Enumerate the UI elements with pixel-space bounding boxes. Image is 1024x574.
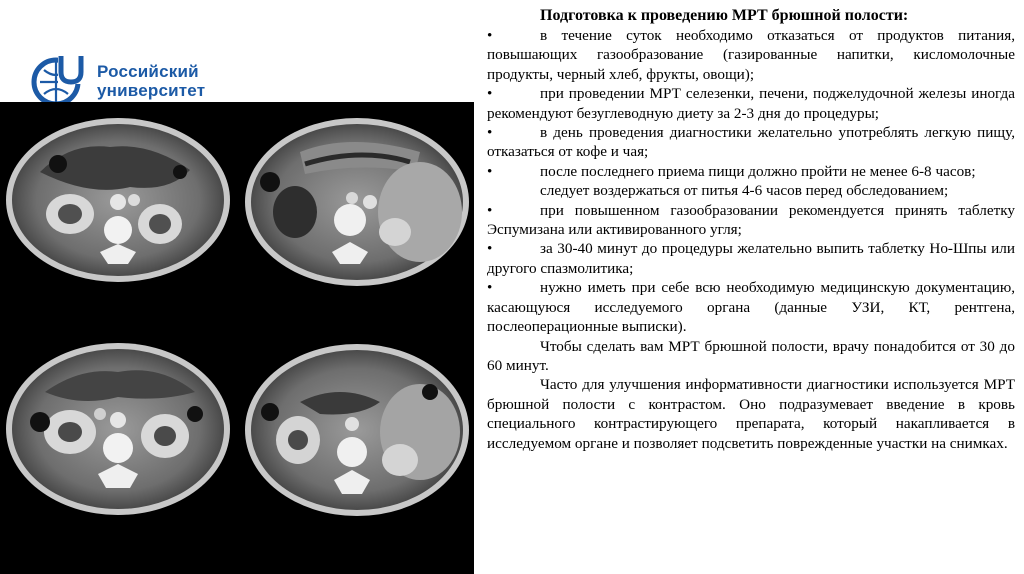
bullet-mark: • bbox=[487, 162, 493, 180]
list-item-text: за 30-40 минут до процедуры желательно выпить таблетку Но-Шпы или другого спазмолитика; bbox=[487, 240, 1015, 277]
list-item-text: нужно иметь при себе всю необходимую медицинскую документацию, касающуюся исследуемого органа (данные УЗИ, КТ, рентгена, послеоперационные выписки). bbox=[487, 279, 1015, 336]
list-item-text: в день проведения диагностики желательно употреблять легкую пищу, отказаться от кофе и чая; bbox=[487, 124, 1015, 161]
bullet-mark: • bbox=[487, 201, 493, 219]
bullet-mark: • bbox=[487, 279, 493, 297]
list-item bbox=[487, 239, 1015, 278]
list-item bbox=[487, 162, 1015, 181]
bullet-mark: • bbox=[487, 240, 493, 258]
list-item bbox=[487, 201, 1015, 240]
list-item-text: при проведении МРТ селезенки, печени, поджелудочной железы иногда рекомендуют безуглеводную диету за 2-3 дня до процедуры; bbox=[487, 85, 1015, 122]
ct-scan-3 bbox=[6, 343, 230, 515]
list-item bbox=[487, 26, 1015, 84]
list-item bbox=[487, 84, 1015, 123]
list-item bbox=[487, 123, 1015, 162]
university-logo bbox=[30, 52, 300, 108]
ct-scan-panel bbox=[0, 102, 474, 574]
preparation-text bbox=[487, 6, 1015, 453]
list-item-text: после последнего приема пищи должно пройти не менее 6-8 часов; bbox=[540, 162, 976, 180]
list-item-text: при повышенном газообразовании рекомендуется принять таблетку Эспумизана или активированного угля; bbox=[487, 201, 1015, 239]
bullet-mark: • bbox=[487, 27, 493, 44]
ct-scan-4 bbox=[245, 344, 469, 516]
contrast-paragraph: Часто для улучшения информативности диагностики используется МРТ брюшной полости с контрастом. Оно подразумевает введение в кровь специального контрастирующего препарата, который накапливается в исследуемом органе и позволяет подсветить поврежденные участки на снимках. bbox=[487, 376, 1015, 452]
university-name-line1: Российский университет bbox=[97, 62, 206, 100]
ct-scan-2 bbox=[245, 118, 469, 286]
bullet-mark: • bbox=[487, 85, 493, 103]
duration-paragraph: Чтобы сделать вам МРТ брюшной полости, врачу понадобится от 30 до 60 минут. bbox=[487, 337, 1015, 374]
indented-line: следует воздержаться от питья 4-6 часов перед обследованием; bbox=[540, 182, 949, 200]
page-title: Подготовка к проведению МРТ брюшной полости: bbox=[540, 7, 909, 24]
list-item-text: в течение суток необходимо отказаться от продуктов питания, повышающих газообразование (газированные напитки, кисломолочные продукты, черный хлеб, фрукты, овощи); bbox=[487, 27, 1015, 83]
list-item bbox=[487, 278, 1015, 336]
ct-scan-1 bbox=[6, 118, 230, 282]
bullet-mark: • bbox=[487, 124, 493, 142]
